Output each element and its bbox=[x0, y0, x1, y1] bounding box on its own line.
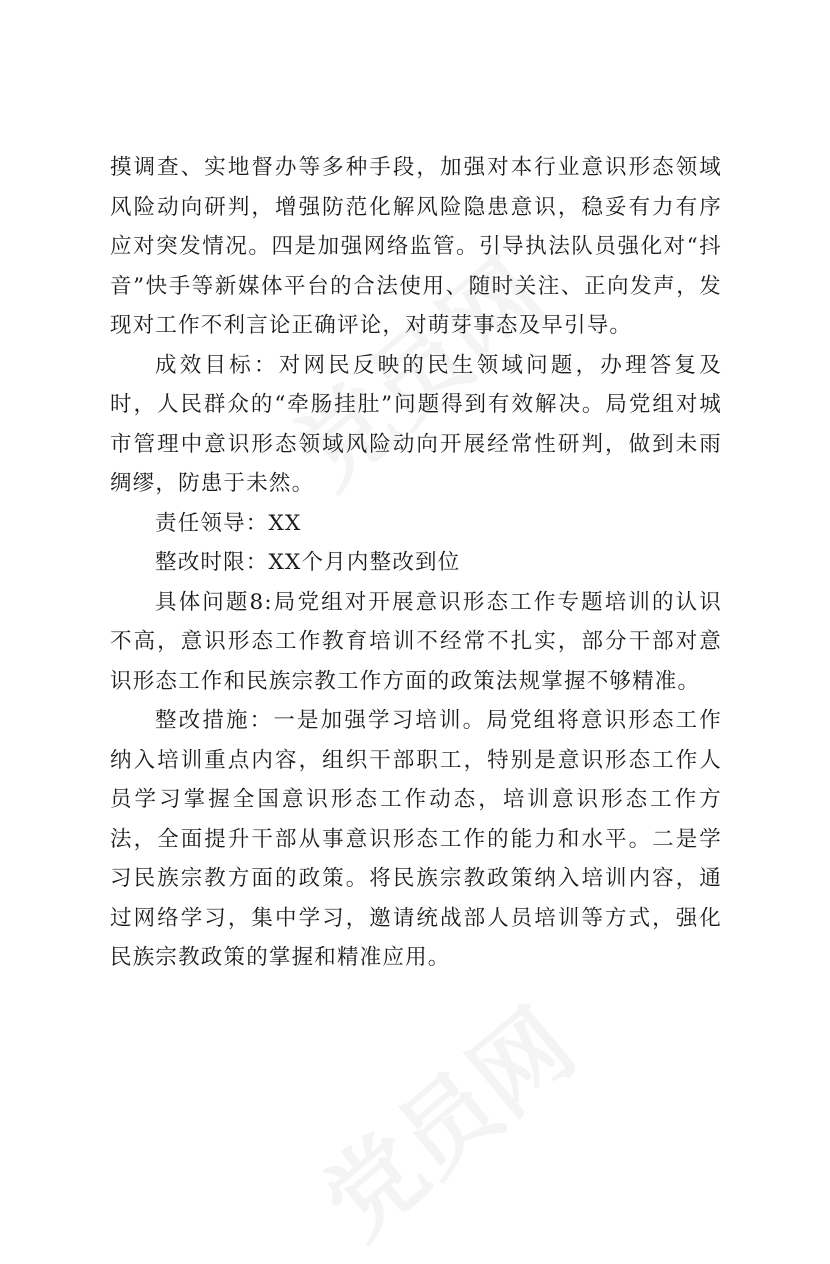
watermark bbox=[290, 973, 599, 1263]
paragraph-continuation: 摸调查、实地督办等多种手段，加强对本行业意识形态领域风险动向研判，增强防范化解风险隐患意识，稳妥有力有序应对突发情况。四是加强网络监管。引导执法队员强化对“抖音”快手等新媒体平台的合法使用、随时关注、正向发声，发现对工作不利言论正确评论，对萌芽事态及早引导。 bbox=[110, 155, 722, 338]
paragraph-rectification-measures: 整改措施：一是加强学习培训。局党组将意识形态工作纳入培训重点内容，组织干部职工，特别是意识形态工作人员学习掌握全国意识形态工作动态，培训意识形态工作方法，全面提升干部从事意识形态工作的能力和水平。二是学习民族宗教方面的政策。将民族宗教政策纳入培训内容，通过网络学习，集中学习，邀请统战部人员培训等方式，强化民族宗教政策的掌握和精准应用。 bbox=[110, 708, 722, 970]
paragraph-responsible-leader: 责任领导：XX bbox=[155, 510, 302, 536]
paragraph-deadline: 整改时限：XX个月内整改到位 bbox=[155, 550, 461, 575]
document-body bbox=[110, 148, 722, 978]
paragraph-effect-goal: 成效目标：对网民反映的民生领域问题，办理答复及时，人民群众的“牵肠挂肚”问题得到有效解决。局党组对城市管理中意识形态领域风险动向开展经常性研判，做到未雨绸缪，防患于未然。 bbox=[110, 352, 722, 496]
paragraph-specific-issue: 具体问题8:局党组对开展意识形态工作专题培训的认识不高，意识形态工作教育培训不经常不扎实，部分干部对意识形态工作和民族宗教工作方面的政策法规掌握不够精准。 bbox=[110, 589, 722, 694]
